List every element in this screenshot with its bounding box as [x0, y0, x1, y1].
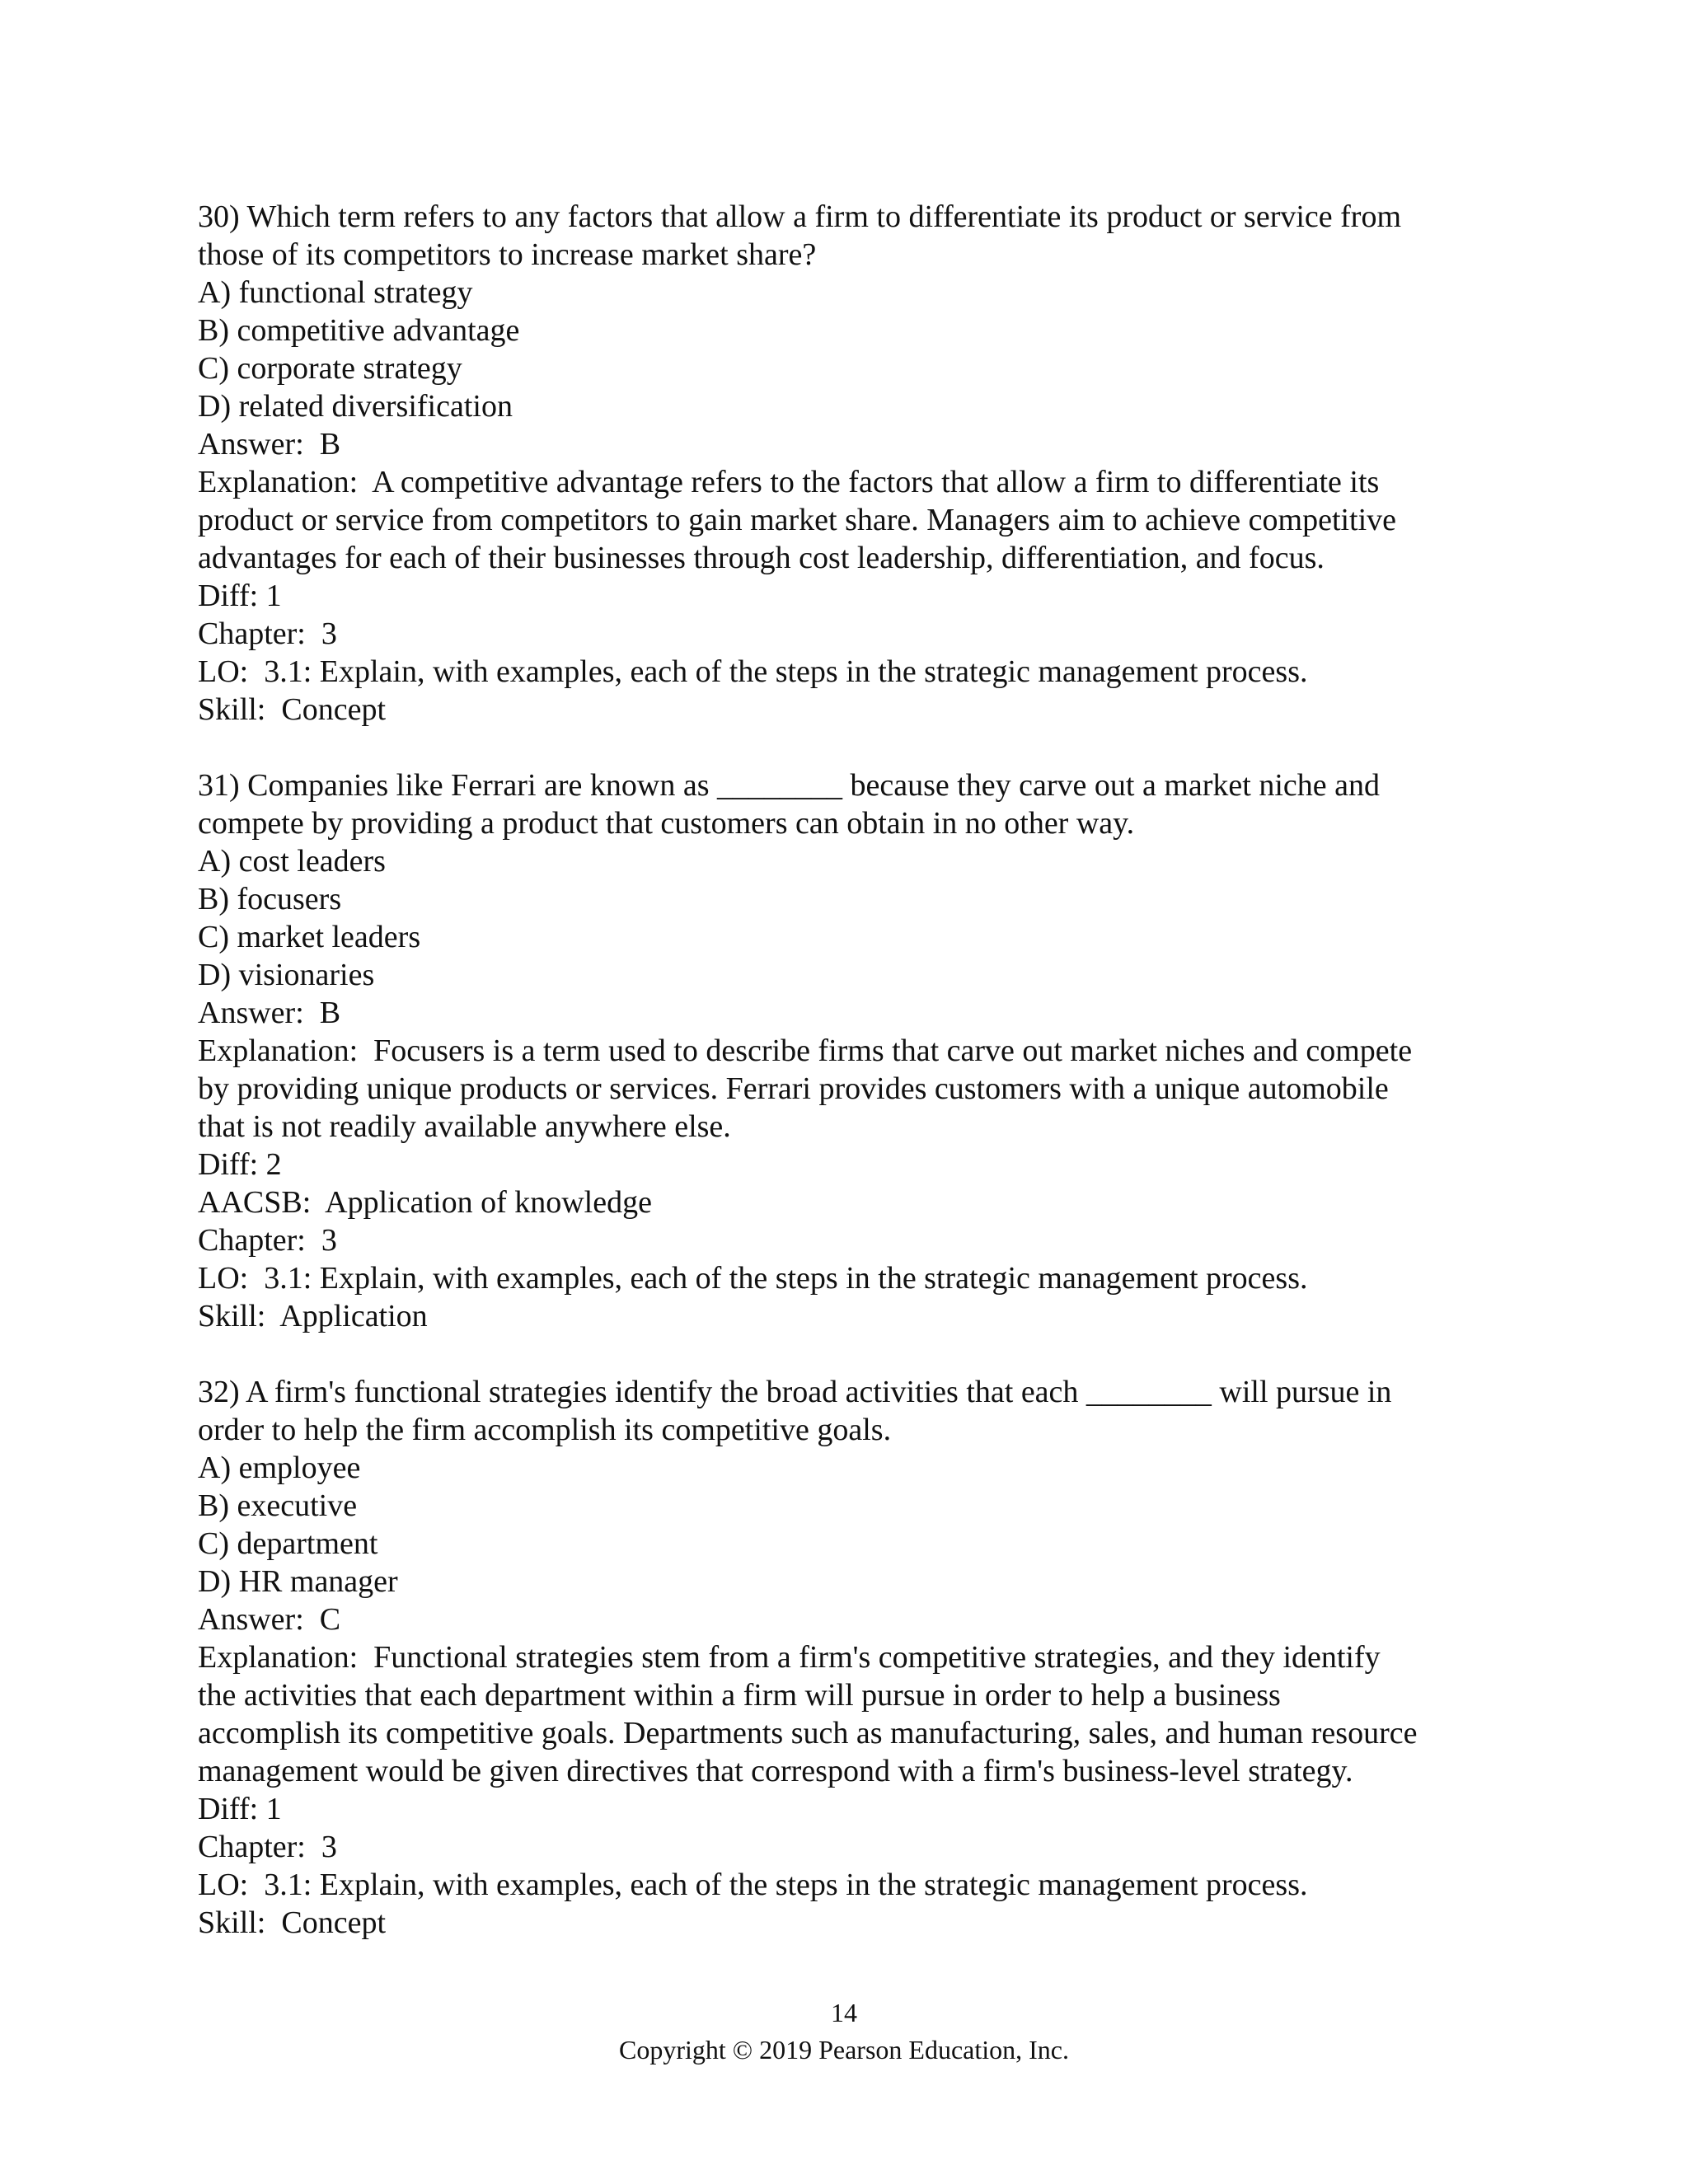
explanation-line: Explanation: Functional strategies stem from a firm's competitive strategies, and they identify [198, 1640, 1381, 1675]
answer-key: Answer: B [198, 427, 341, 462]
question-stem-line: those of its competitors to increase market share? [198, 237, 817, 272]
answer-option-d: D) HR manager [198, 1564, 398, 1599]
question-30 [198, 198, 1533, 729]
page-content [198, 198, 1533, 1942]
question-stem-line: 31) Companies like Ferrari are known as ________ because they carve out a market niche and [198, 768, 1380, 803]
aacsb: AACSB: Application of knowledge [198, 1185, 652, 1220]
question-32 [198, 1373, 1533, 1942]
explanation-line: the activities that each department within a firm will pursue in order to help a business [198, 1678, 1281, 1713]
difficulty: Diff: 1 [198, 579, 282, 613]
explanation-line: product or service from competitors to gain market share. Managers aim to achieve competitive [198, 503, 1397, 537]
learning-objective: LO: 3.1: Explain, with examples, each of the steps in the strategic management process. [198, 654, 1308, 689]
copyright-notice: Copyright © 2019 Pearson Education, Inc. [619, 2035, 1069, 2064]
skill: Skill: Concept [198, 1905, 386, 1940]
answer-option-a: A) cost leaders [198, 844, 386, 879]
explanation-line: advantages for each of their businesses through cost leadership, differentiation, and focus. [198, 541, 1325, 575]
answer-key: Answer: C [198, 1602, 341, 1637]
chapter: Chapter: 3 [198, 1830, 337, 1864]
question-stem-line: 32) A firm's functional strategies identify the broad activities that each ________ will pursue in [198, 1375, 1392, 1409]
answer-option-a: A) employee [198, 1451, 361, 1485]
answer-option-b: B) competitive advantage [198, 313, 520, 348]
difficulty: Diff: 2 [198, 1147, 282, 1182]
explanation-line: by providing unique products or services. Ferrari provides customers with a unique automobile [198, 1071, 1389, 1106]
explanation-line: Explanation: Focusers is a term used to describe firms that carve out market niches and compete [198, 1033, 1413, 1068]
explanation-line: management would be given directives that correspond with a firm's business-level strategy. [198, 1754, 1353, 1788]
answer-option-c: C) corporate strategy [198, 351, 462, 386]
answer-option-c: C) department [198, 1526, 378, 1561]
chapter: Chapter: 3 [198, 1223, 337, 1258]
explanation-line: that is not readily available anywhere else. [198, 1109, 731, 1144]
answer-option-a: A) functional strategy [198, 275, 473, 310]
chapter: Chapter: 3 [198, 616, 337, 651]
skill: Skill: Concept [198, 692, 386, 727]
question-stem-line: order to help the firm accomplish its competitive goals. [198, 1413, 892, 1447]
difficulty: Diff: 1 [198, 1792, 282, 1826]
learning-objective: LO: 3.1: Explain, with examples, each of the steps in the strategic management process. [198, 1868, 1308, 1902]
answer-option-d: D) visionaries [198, 958, 375, 992]
answer-option-c: C) market leaders [198, 920, 421, 954]
answer-option-d: D) related diversification [198, 389, 513, 424]
skill: Skill: Application [198, 1299, 428, 1333]
page-number: 14 [831, 1998, 857, 2027]
learning-objective: LO: 3.1: Explain, with examples, each of the steps in the strategic management process. [198, 1261, 1308, 1296]
answer-key: Answer: B [198, 996, 341, 1030]
explanation-line: accomplish its competitive goals. Departments such as manufacturing, sales, and human resource [198, 1716, 1418, 1750]
explanation-line: Explanation: A competitive advantage refers to the factors that allow a firm to differentiate its [198, 465, 1380, 499]
answer-option-b: B) focusers [198, 882, 342, 916]
question-31 [198, 766, 1533, 1335]
question-stem-line: 30) Which term refers to any factors that allow a firm to differentiate its product or service from [198, 199, 1402, 234]
question-stem-line: compete by providing a product that customers can obtain in no other way. [198, 806, 1135, 841]
answer-option-b: B) executive [198, 1488, 358, 1523]
